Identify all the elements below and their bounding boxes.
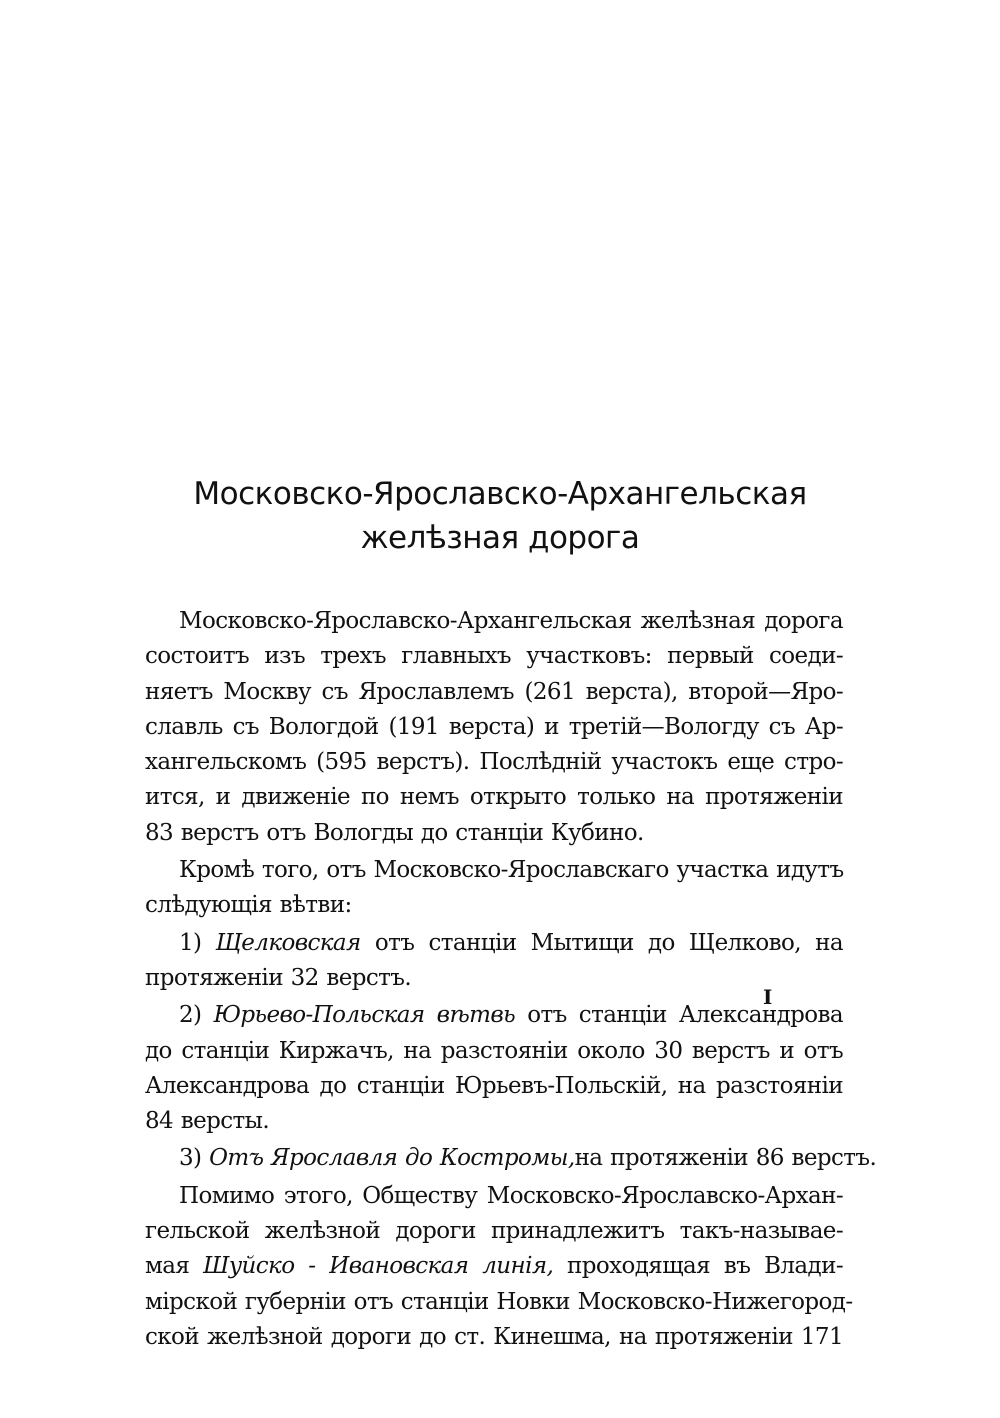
text-line: няетъ Москву съ Ярославлемъ (261 верста), второй—Яро- [145,678,843,705]
text-line: слѣдующія вѣтви: [145,892,352,919]
text-line: протяженіи 32 верстъ. [145,964,412,991]
body-text [145,604,877,1355]
text-line: Кромѣ того, отъ Московско-Ярославскаго участка идутъ [179,857,844,884]
item-number: 2) [179,1002,202,1029]
text-line: гельской желѣзной дороги принадлежитъ такъ-называе- [145,1218,843,1245]
text-line: 83 верстъ отъ Вологды до станціи Кубино. [145,819,644,846]
text-line-with-italic [145,1249,843,1284]
list-item-3-line [145,1141,877,1176]
text-line: хангельскомъ (595 верстъ). Послѣдній участокъ еще стро- [145,749,843,776]
text-line: 84 версты. [145,1108,270,1135]
signature-mark: I [763,985,773,1009]
line-text: мая [145,1253,190,1280]
item-number: 3) [179,1145,202,1172]
text-line: Помимо этого, Обществу Московско-Ярославско-Архан- [179,1182,843,1209]
text-line: славль съ Вологдой (191 верста) и третій—Вологду съ Ар- [145,713,843,740]
branch-name: Отъ Ярославля до Костромы, [209,1145,575,1172]
item-number: 1) [179,929,202,956]
chapter-heading [100,472,900,560]
list-item-2-line [145,998,843,1033]
text-line: мірской губерніи отъ станціи Новки Московско-Нижегород- [145,1288,853,1315]
item-text: на протяженіи 86 верстъ. [574,1145,877,1172]
branch-name: Юрьево-Польская вѣтвь [213,1002,516,1029]
line-text: проходящая въ Влади- [567,1253,843,1280]
list-item-1-line [145,926,843,961]
item-text: отъ станціи Александрова [527,1002,843,1029]
text-line: до станціи Киржачъ, на разстояніи около 30 верстъ и отъ [145,1037,843,1064]
text-line: Московско-Ярославско-Архангельская желѣзная дорога [179,608,843,634]
text-line: состоитъ изъ трехъ главныхъ участковъ: первый соеди- [145,643,843,670]
line-name: Шуйско - Ивановская линія, [203,1253,554,1280]
item-text: отъ станціи Мытищи до Щелково, на [374,929,843,956]
text-line: ится, и движеніе по немъ открыто только на протяженіи [145,784,843,811]
text-line: Александрова до станціи Юрьевъ-Польскій, на разстояніи [145,1072,843,1099]
text-line: ской желѣзной дороги до ст. Кинешма, на протяженіи 171 [145,1323,843,1350]
heading-line-2: желѣзная дорога [360,520,640,556]
heading-line-1: Московско-Ярославско-Архангельская [193,476,807,512]
branch-name: Щелковская [215,929,361,956]
